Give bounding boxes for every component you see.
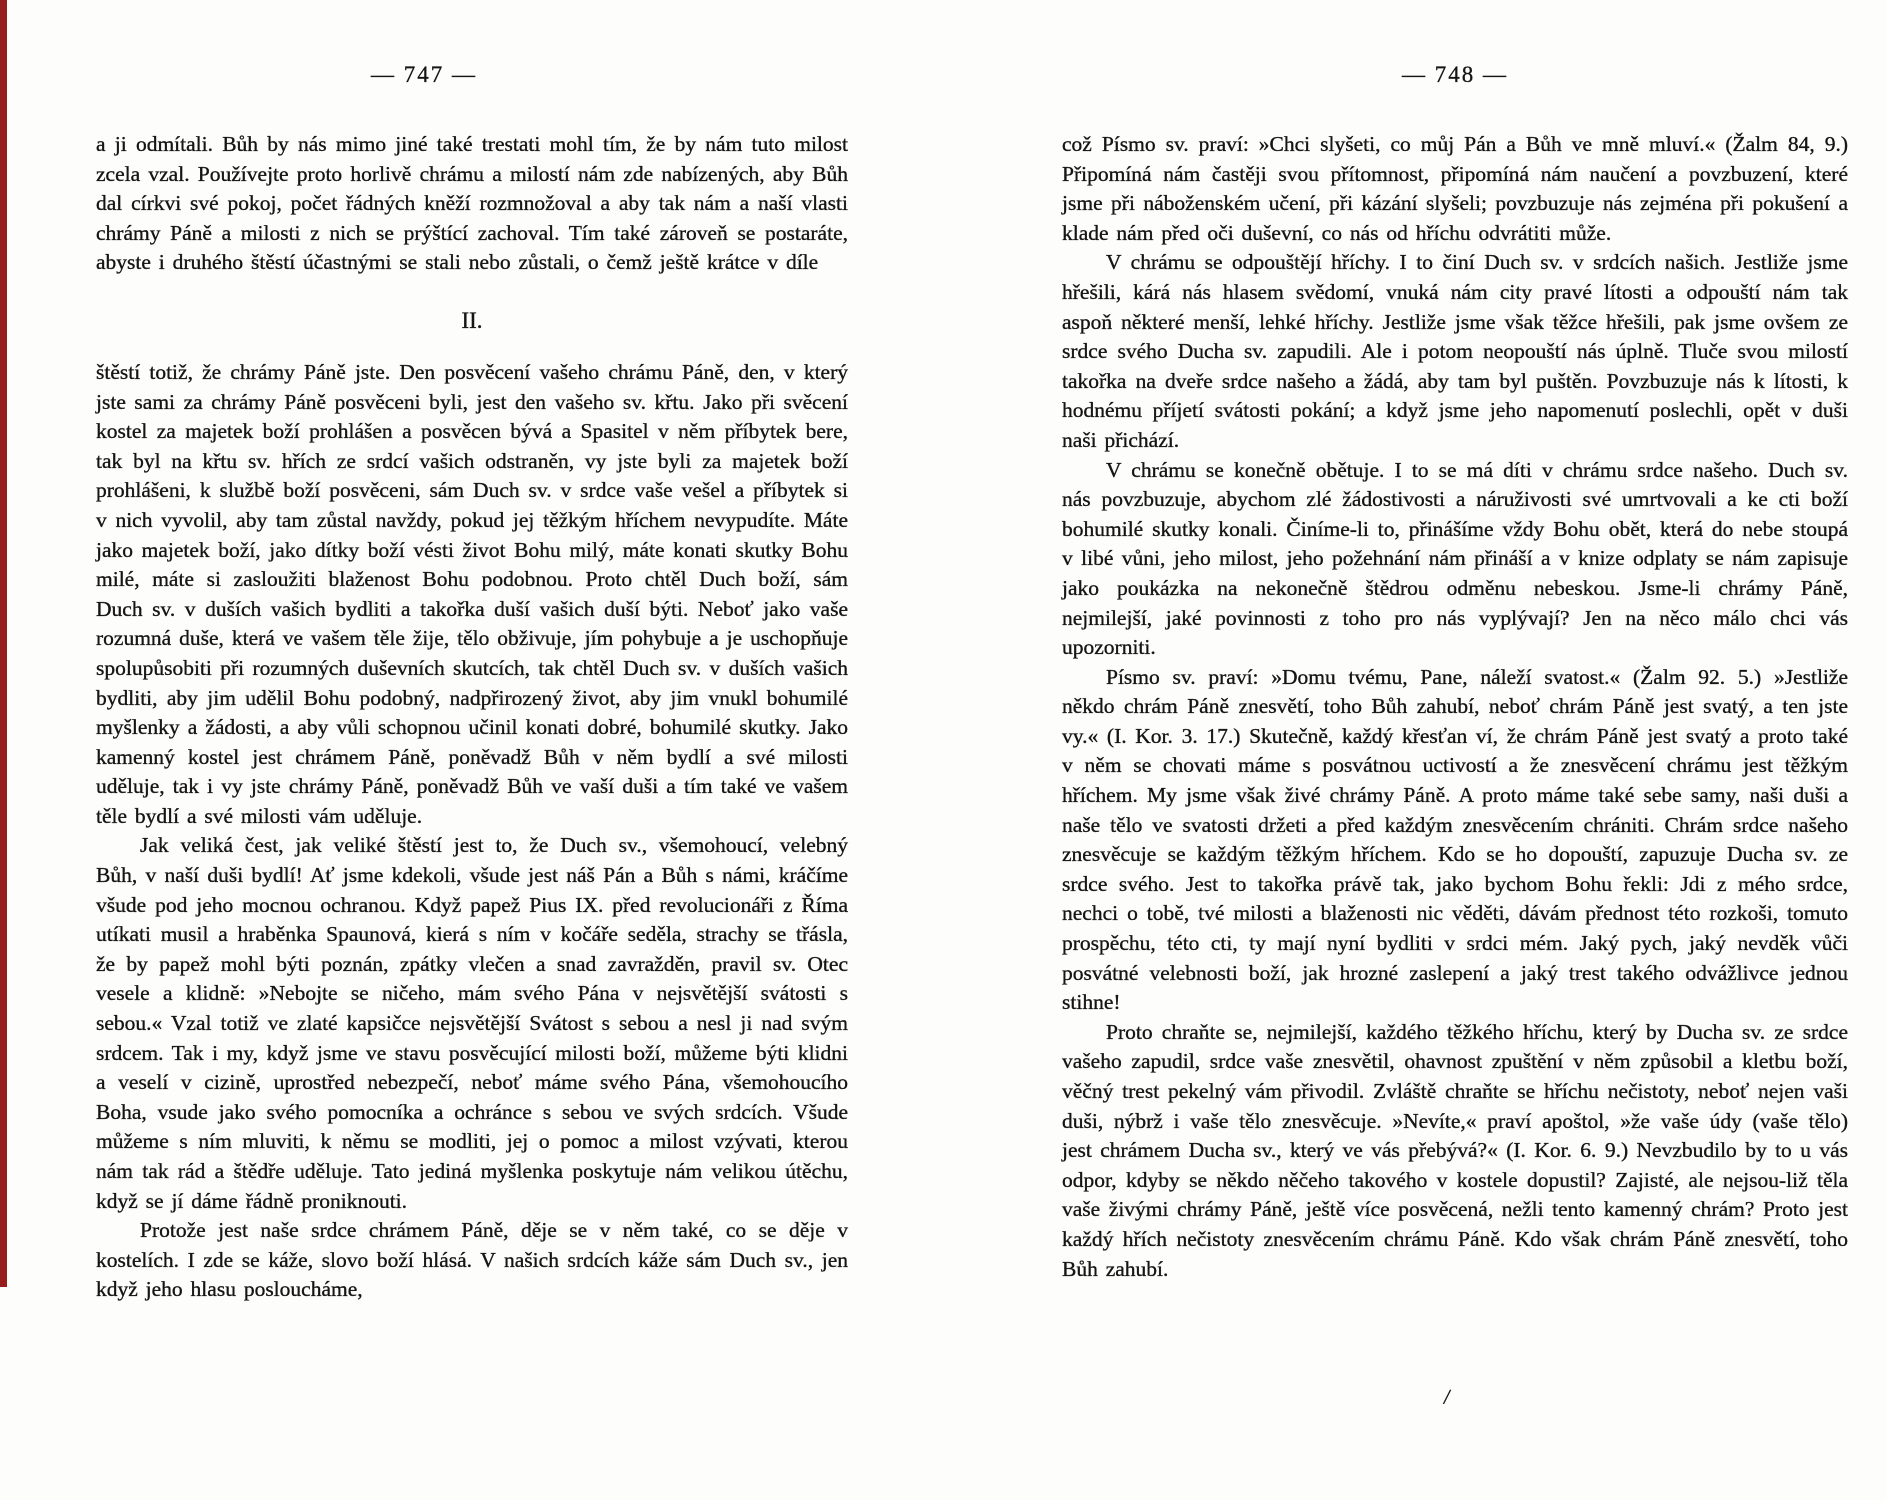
paragraph: V chrámu se odpouštějí hříchy. I to činí Duch sv. v srdcích našich. Jestliže jsme hřešili, kárá nás hlasem svědomí, vnuká nám city pravé lítosti a odpouští nám tak aspoň některé menší, lehké hříchy. Jestliže jsme však těžce hřešili, pak jsme ovšem ze srdce svého Ducha sv. zapudili. Ale i potom neopouští nás úplně. Tluče svou milostí takořka na dveře srdce našeho a žádá, aby tam byl puštěn. Povzbuzuje nás k lítosti, k hodnému příjetí svátosti pokání; a když jsme jeho napomenutí poslechli, opět v duši naši přichází. <box>1062 250 1848 452</box>
paragraph: štěstí totiž, že chrámy Páně jste. Den posvěcení vašeho chrámu Páně, den, v který jste sami za chrámy Páně posvěceni byli, jest den vašeho sv. křtu. Jako při svěcení kostel za majetek boží prohlášen a posvěcen bývá a Spasitel v něm příbytek bere, tak byl na křtu sv. hřích ze srdcí vašich odstraněn, vy jste byli za majetek boží prohlášeni, k službě boží posvěceni, sám Duch sv. v srdce vaše vešel a příbytek si v nich vyvolil, aby tam zůstal navždy, pokud jej těžkým hříchem nevypudíte. Máte jako majetek boží, jako dítky boží vésti život Bohu milý, máte konati skutky Bohu milé, máte si zasloužiti blaženost Bohu podobnou. Proto chtěl Duch boží, sám Duch sv. v duších vašich bydliti a takořka duší vašich duší býti. Neboť jako vaše rozumná duše, která ve vašem těle žije, tělo obživuje, jím pohybuje a je uschopňuje spolupůsobiti při rozumných duševních skutcích, tak chtěl Duch sv. v duších vašich bydliti, aby jim udělil Bohu podobný, nadpřirozený život, aby jim vnukl bohumilé myšlenky a žádosti, a aby vůli schopnou učinil konati dobré, bohumilé skutky. Jako kamenný kostel jest chrámem Páně, poněvadž Bůh v něm bydlí a své milosti uděluje, tak i vy jste chrámy Páně, poněvadž Bůh ve vaší duši a tím také ve vašem těle bydlí a své milosti vám uděluje. <box>96 359 848 828</box>
right-page <box>1062 62 1848 1284</box>
paragraph: Jak veliká čest, jak veliké štěstí jest to, že Duch sv., všemohoucí, velebný Bůh, v naší duši bydlí! Ať jsme kdekoli, všude jest náš Pán a Bůh s námi, kráčíme všude pod jeho mocnou ochranou. Když papež Pius IX. před revolucionáři z Říma utíkati musil a hraběnka Spaunová, kierá s ním v kočáře seděla, strachy se třásla, že by papež mohl býti poznán, zpátky vlečen a snad zavražděn, pravil sv. Otec vesele a klidně: »Nebojte se ničeho, mám svého Pána v nejsvětější svátosti s sebou.« Vzal totiž ve zlaté kapsičce nejsvětější Svátost s sebou a nesl ji nad svým srdcem. Tak i my, když jsme ve stavu posvěcující milosti boží, můžeme býti klidni a veselí v cizině, uprostřed nebezpečí, neboť máme svého Pána, všemohoucího Boha, vsude jako svého pomocníka a ochránce s sebou ve svých srdcích. Všude můžeme s ním mluviti, k němu se modliti, jej o pomoc a milost vzývati, kterou nám tak rád a štědře uděluje. Tato jediná myšlenka poskytuje nám velikou útěchu, když se jí dáme řádně proniknouti. <box>96 833 848 1213</box>
section-heading: II. <box>461 307 483 333</box>
stray-ink-mark: / <box>1442 1383 1452 1410</box>
paragraph: Proto chraňte se, nejmilejší, každého těžkého hříchu, který by Ducha sv. ze srdce vašeho zapudil, srdce vaše znesvětil, ohavnost zpuštění v něm způsobil a kletbu boží, věčný trest pekelný vám přivodil. Zvláště chraňte se hříchu nečistoty, neboť nejen vaši duši, nýbrž i vaše tělo znesvěcuje. »Nevíte,« praví apoštol, »že vaše údy (vaše tělo) jest chrámem Ducha sv., který ve vás přebývá?« (I. Kor. 6. 9.) Nevzbudilo by to u vás odpor, kdyby se někdo něčeho takového v kostele dopustil? Zajisté, ale nejsou-liž těla vaše živými chrámy Páně, ještě více posvěcená, nežli tento kamenný chrám? Proto jest každý hřích nečistoty znesvěcením chrámu Páně. Kdo však chrám Páně znesvětí, toho Bůh zahubí. <box>1062 1019 1848 1281</box>
scan-edge-artifact <box>0 0 7 1287</box>
paragraph: Písmo sv. praví: »Domu tvému, Pane, náleží svatost.« (Žalm 92. 5.) »Jestliže někdo chrám Páně znesvětí, toho Bůh zahubí, neboť chrám Páně jest svatý, a ten jste vy.« (I. Kor. 3. 17.) Skutečně, každý křesťan ví, že chrám Páně jest svatý a proto také v něm se chovati máme s posvátnou uctivostí a že znesvěcení chrámu jest těžkým hříchem. My jsme však živé chrámy Páně. A proto máme také sebe samy, naši duši a naše tělo ve svatosti držeti a před každým znesvěcením chrániti. Chrám srdce našeho znesvěcuje se každým těžkým hříchem. Kdo se ho dopouští, zapuzuje Ducha sv. ze srdce svého. Jest to takořka právě tak, jako bychom Bohu řekli: Jdi z mého srdce, nechci o tobě, tvé milosti a blaženosti nic věděti, dávám přednost této rozkoši, tomuto prospěchu, této cti, ty mají nyní bydliti v srdci mém. Jaký pych, jaký nevděk vůči posvátné velebnosti boží, jak hrozné zaslepení a jaký trest takého odvážlivce jednou stihne! <box>1062 664 1848 1015</box>
paragraph: Protože jest naše srdce chrámem Páně, děje se v něm také, co se děje v kostelích. I zde se káže, slovo boží hlásá. V našich srdcích káže sám Duch sv., jen když jeho hlasu posloucháme, <box>96 1218 848 1302</box>
left-page-number: — 747 — <box>371 62 477 87</box>
paragraph: a ji odmítali. Bůh by nás mimo jiné také trestati mohl tím, že by nám tuto milost zcela vzal. Používejte proto horlivě chrámu a milostí nám zde nabízených, aby Bůh dal církvi své pokoj, počet řádných kněží rozmnožoval a aby tak nám a naší vlasti chrámy Páně a milosti z nich se prýštící zachoval. Tím také zároveň se postaráte, abyste i druhého štěstí účastnými se stali nebo zůstali, o čemž ještě krátce v díle <box>96 132 848 275</box>
left-page <box>96 62 848 1305</box>
paragraph: což Písmo sv. praví: »Chci slyšeti, co můj Pán a Bůh ve mně mluví.« (Žalm 84, 9.) Připomíná nám častěji svou přítomnost, připomíná nám naučení a povzbuzení, které jsme při náboženském učení, při kázání slyšeli; povzbuzuje nás zejména při pokušení a klade nám před oči duševní, co nás od hříchu odvrátiti může. <box>1062 132 1848 245</box>
paragraph: V chrámu se konečně obětuje. I to se má díti v chrámu srdce našeho. Duch sv. nás povzbuzuje, abychom zlé žádostivosti a náruživosti své umrtvovali a ke cti boží bohumilé skutky konali. Činíme-li to, přinášíme vždy Bohu obět, která do nebe stoupá v libé vůni, jeho milost, jeho požehnání nám přináší a v knize odplaty se nám zapisuje jako poukázka na nekonečně štědrou odměnu nebeskou. Jsme-li chrámy Páně, nejmilejší, jaké povinnosti z toho pro nás vyplývají? Jen na něco málo chci vás upozorniti. <box>1062 457 1848 660</box>
right-page-number: — 748 — <box>1402 62 1508 87</box>
